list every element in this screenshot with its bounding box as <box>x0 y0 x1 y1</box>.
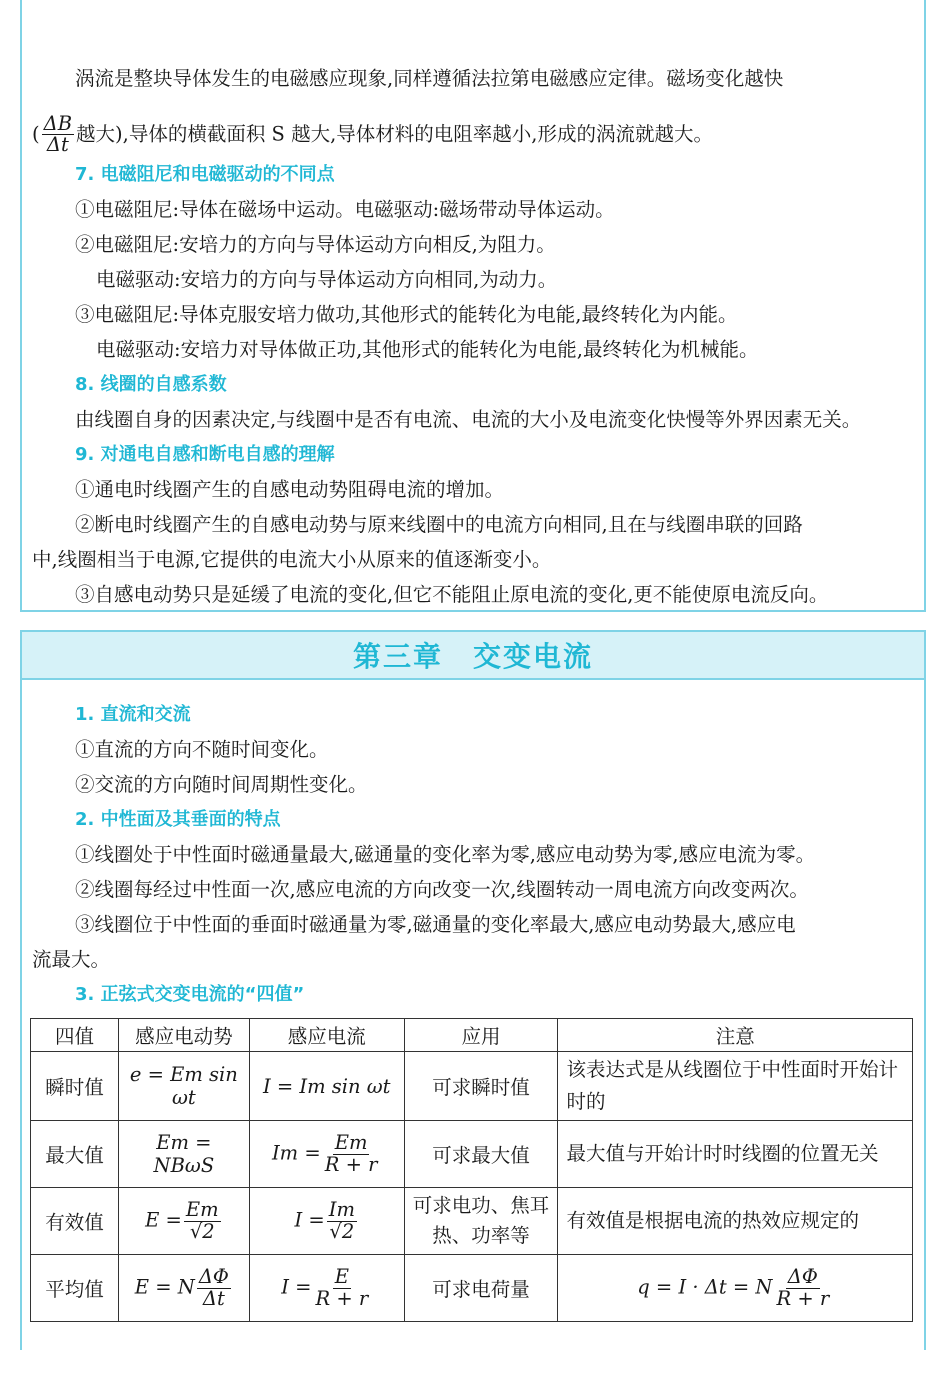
heading-ch3-3: 3. 正弦式交变电流的“四值” <box>75 984 305 1005</box>
item-ch3-2-3b: 流最大。 <box>32 948 111 971</box>
item-9-1: ①通电时线圈产生的自感电动势阻碍电流的增加。 <box>75 478 505 501</box>
paragraph-text: 越大),导体的横截面积 S 越大,导体材料的电阻率越小,形成的涡流就越大。 <box>76 122 713 146</box>
paren-open: ( <box>32 122 40 146</box>
formula-fraction <box>774 1267 831 1309</box>
emf-formula: Em = NBωS <box>118 1121 249 1188</box>
note-cell: 有效值是根据电流的热效应规定的 <box>558 1188 913 1255</box>
formula-fraction <box>184 1200 221 1242</box>
item-9-2a: ②断电时线圈产生的自感电动势与原来线圈中的电流方向相同,且在与线圈串联的回路 <box>75 513 803 536</box>
fraction-denominator: Δt <box>202 1286 225 1310</box>
formula-fraction <box>327 1200 357 1242</box>
note-cell: 最大值与开始计时时线圈的位置无关 <box>558 1121 913 1188</box>
formula-lhs: E = <box>145 1208 182 1232</box>
current-formula: I = Im sin ωt <box>249 1052 404 1121</box>
note-formula <box>558 1255 913 1322</box>
fraction-denominator: R + r <box>315 1286 369 1310</box>
application-cell: 可求最大值 <box>404 1121 558 1188</box>
fraction-numerator: ΔΦ <box>198 1265 229 1289</box>
table-header-cell: 注意 <box>558 1019 913 1052</box>
item-ch3-2-2: ②线圈每经过中性面一次,感应电流的方向改变一次,线圈转动一周电流方向改变两次。 <box>75 878 809 901</box>
fraction-numerator: ΔΦ <box>787 1265 818 1289</box>
table-header-cell: 应用 <box>404 1019 558 1052</box>
fraction-numerator: ΔB <box>43 112 73 135</box>
formula-fraction <box>313 1267 370 1309</box>
table-row <box>31 1121 913 1188</box>
heading-ch3-1: 1. 直流和交流 <box>75 704 191 725</box>
formula-lhs: E = N <box>134 1275 195 1299</box>
emf-formula <box>118 1188 249 1255</box>
fraction-dB-dt <box>42 114 74 156</box>
item-ch3-2-1: ①线圈处于中性面时磁通量最大,磁通量的变化率为零,感应电动势为零,感应电流为零。 <box>75 843 816 866</box>
formula-lhs: Im = <box>271 1141 321 1165</box>
emf-formula <box>118 1255 249 1322</box>
item-8: 由线圈自身的因素决定,与线圈中是否有电流、电流的大小及电流变化快慢等外界因素无关。 <box>75 408 862 431</box>
table-row <box>31 1188 913 1255</box>
formula-lhs: I = <box>294 1208 325 1232</box>
emf-formula: e = Em sin ωt <box>118 1052 249 1121</box>
item-ch3-1-1: ①直流的方向不随时间变化。 <box>75 738 329 761</box>
row-name: 有效值 <box>31 1188 119 1255</box>
fraction-numerator: Em <box>185 1198 219 1222</box>
four-values-table <box>30 1018 913 1322</box>
table-row <box>31 1052 913 1121</box>
item-ch3-1-2: ②交流的方向随时间周期性变化。 <box>75 773 368 796</box>
table-header-cell: 感应电动势 <box>118 1019 249 1052</box>
heading-ch3-2: 2. 中性面及其垂面的特点 <box>75 809 281 830</box>
item-7-2b: 电磁驱动:安培力的方向与导体运动方向相同,为动力。 <box>96 268 558 291</box>
fraction-denominator: √2 <box>329 1219 355 1243</box>
application-cell: 可求电荷量 <box>404 1255 558 1322</box>
item-9-3: ③自感电动势只是延缓了电流的变化,但它不能阻止原电流的变化,更不能使原电流反向。 <box>75 583 829 606</box>
fraction-denominator: Δt <box>46 133 69 157</box>
item-7-3b: 电磁驱动:安培力对导体做正功,其他形式的能转化为电能,最终转化为机械能。 <box>96 338 759 361</box>
chapter-title-bar <box>22 632 924 680</box>
formula-lhs: q = I · Δt = N <box>637 1275 773 1299</box>
note-cell: 该表达式是从线圈位于中性面时开始计时的 <box>558 1052 913 1121</box>
fraction-numerator: Em <box>334 1131 368 1155</box>
heading-8: 8. 线圈的自感系数 <box>75 374 227 395</box>
row-name: 瞬时值 <box>31 1052 119 1121</box>
formula-fraction <box>197 1267 231 1309</box>
application-cell: 可求瞬时值 <box>404 1052 558 1121</box>
table-header-cell: 四值 <box>31 1019 119 1052</box>
table-header-row <box>31 1019 913 1052</box>
heading-9: 9. 对通电自感和断电自感的理解 <box>75 444 335 465</box>
table-row <box>31 1255 913 1322</box>
item-7-1: ①电磁阻尼:导体在磁场中运动。电磁驱动:磁场带动导体运动。 <box>75 198 615 221</box>
fraction-denominator: R + r <box>776 1286 830 1310</box>
heading-7: 7. 电磁阻尼和电磁驱动的不同点 <box>75 164 335 185</box>
item-7-2a: ②电磁阻尼:安培力的方向与导体运动方向相反,为阻力。 <box>75 233 556 256</box>
current-formula <box>249 1188 404 1255</box>
paragraph-eddy-current-1: 涡流是整块导体发生的电磁感应现象,同样遵循法拉第电磁感应定律。磁场变化越快 <box>75 67 784 90</box>
formula-lhs: I = <box>281 1275 312 1299</box>
application-cell: 可求电功、焦耳热、功率等 <box>404 1188 558 1255</box>
chapter-title: 第三章 交变电流 <box>352 640 593 673</box>
fraction-denominator: √2 <box>189 1219 215 1243</box>
item-ch3-2-3a: ③线圈位于中性面的垂面时磁通量为零,磁通量的变化率最大,感应电动势最大,感应电 <box>75 913 796 936</box>
fraction-numerator: E <box>334 1265 349 1289</box>
current-formula <box>249 1255 404 1322</box>
current-formula <box>249 1121 404 1188</box>
item-7-3a: ③电磁阻尼:导体克服安培力做功,其他形式的能转化为电能,最终转化为内能。 <box>75 303 738 326</box>
row-name: 最大值 <box>31 1121 119 1188</box>
paragraph-eddy-current-2 <box>32 114 713 156</box>
item-9-2b: 中,线圈相当于电源,它提供的电流大小从原来的值逐渐变小。 <box>32 548 552 571</box>
row-name: 平均值 <box>31 1255 119 1322</box>
formula-fraction <box>323 1133 380 1175</box>
fraction-denominator: R + r <box>324 1152 378 1176</box>
fraction-numerator: Im <box>328 1198 355 1222</box>
table-header-cell: 感应电流 <box>249 1019 404 1052</box>
